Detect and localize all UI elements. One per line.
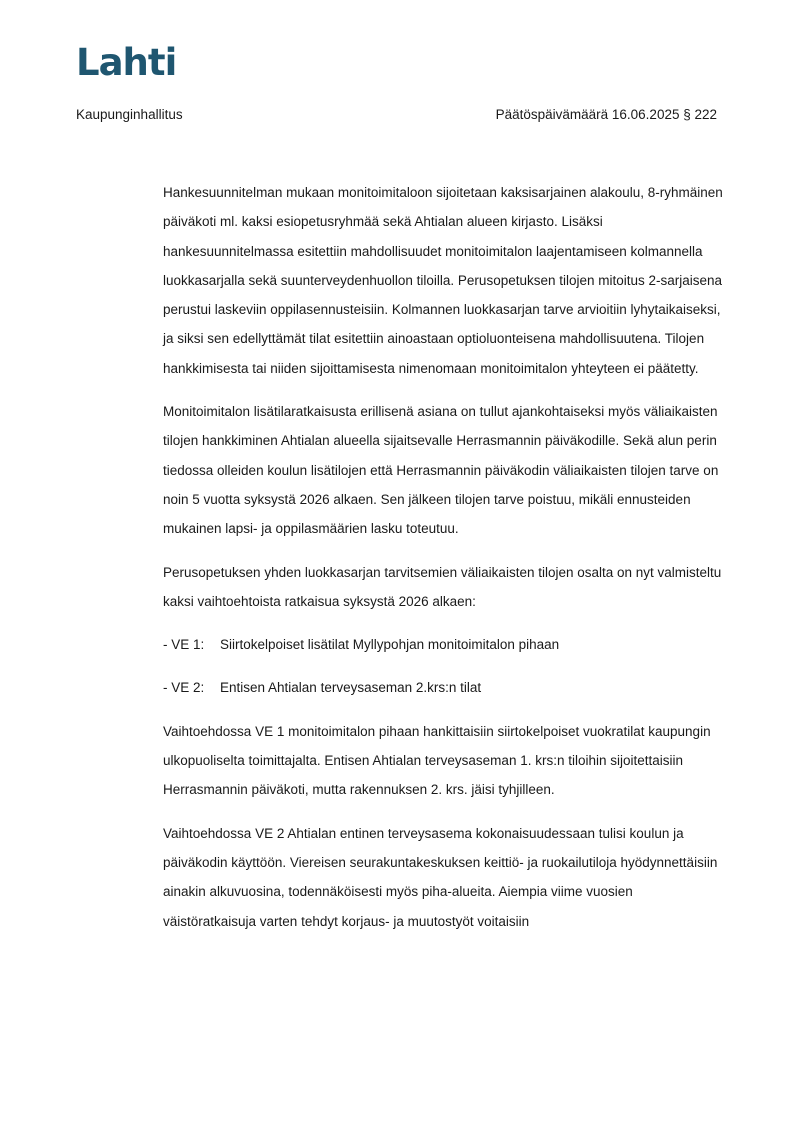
option-ve2-text: Entisen Ahtialan terveysaseman 2.krs:n tilat <box>220 680 482 696</box>
decision-date: Päätöspäivämäärä 16.06.2025 § 222 <box>495 107 717 122</box>
option-ve1-text: Siirtokelpoiset lisätilat Myllypohjan monitoimitalon pihaan <box>220 637 560 653</box>
paragraph-4: Vaihtoehdossa VE 1 monitoimitalon pihaan hankittaisiin siirtokelpoiset vuokratilat kaupungin ulkopuoliselta toimittajalta. Entisen Ahtialan terveysaseman 1. krs:n tiloihin sijoitettaisiin Herrasmannin päiväkoti, mutta rakennuksen 2. krs. jäisi tyhjilleen. <box>163 723 711 798</box>
paragraph-3: Perusopetuksen yhden luokkasarjan tarvitsemien väliaikaisten tilojen osalta on nyt valmisteltu kaksi vaihtoehtoista ratkaisua syksystä 2026 alkaen: <box>163 564 722 609</box>
lahti-logo: Lahti <box>76 41 177 84</box>
option-ve1-label: - VE 1: <box>163 637 205 653</box>
paragraph-2: Monitoimitalon lisätilaratkaisusta erillisenä asiana on tullut ajankohtaiseksi myös väliaikaisten tilojen hankkiminen Ahtialan alueella sijaitsevalle Herrasmannin päiväkodille. Sekä alun perin tiedossa olleiden koulun lisätilojen että Herrasmannin päiväkodin väliaikaisten tilojen tarve on noin 5 vuotta syksystä 2026 alkaen. Sen jälkeen tilojen tarve poistuu, mikäli ennusteiden mukainen lapsi- ja oppilasmäärien lasku toteutuu. <box>163 404 719 537</box>
paragraph-1: Hankesuunnitelman mukaan monitoimitaloon sijoitetaan kaksisarjainen alakoulu, 8-ryhmäinen päiväkoti ml. kaksi esiopetusryhmää sekä Ahtialan alueen kirjasto. Lisäksi hankesuunnitelmassa esitettiin mahdollisuudet monitoimitalon laajentamiseen kolmannella luokkasarjalla sekä suunterveydenhuollon tiloilla. Perusopetuksen tilojen mitoitus 2-sarjaisena perustui laskeviin oppilasennusteisiin. Kolmannen luokkasarjan tarve arvioitiin lyhytaikaiseksi, ja siksi sen edellyttämät tilat esitettiin ainoastaan optioluonteisena mahdollisuutena. Tilojen hankkimisesta tai niiden sijoittamisesta nimenomaan monitoimitalon yhteyteen ei päätetty. <box>163 185 723 376</box>
option-ve2 <box>163 673 723 702</box>
organization-name: Kaupunginhallitus <box>76 107 183 122</box>
option-ve2-label: - VE 2: <box>163 680 205 696</box>
document-body <box>163 178 723 950</box>
option-ve1 <box>163 630 723 659</box>
paragraph-5: Vaihtoehdossa VE 2 Ahtialan entinen terveysasema kokonaisuudessaan tulisi koulun ja päiväkodin käyttöön. Viereisen seurakuntakeskuksen keittiö- ja ruokailutiloja hyödynnettäisiin ainakin alkuvuosina, todennäköisesti myös piha-alueita. Aiempia viime vuosien väistöratkaisuja varten tehdyt korjaus- ja muutostyöt voitaisiin <box>163 825 718 929</box>
